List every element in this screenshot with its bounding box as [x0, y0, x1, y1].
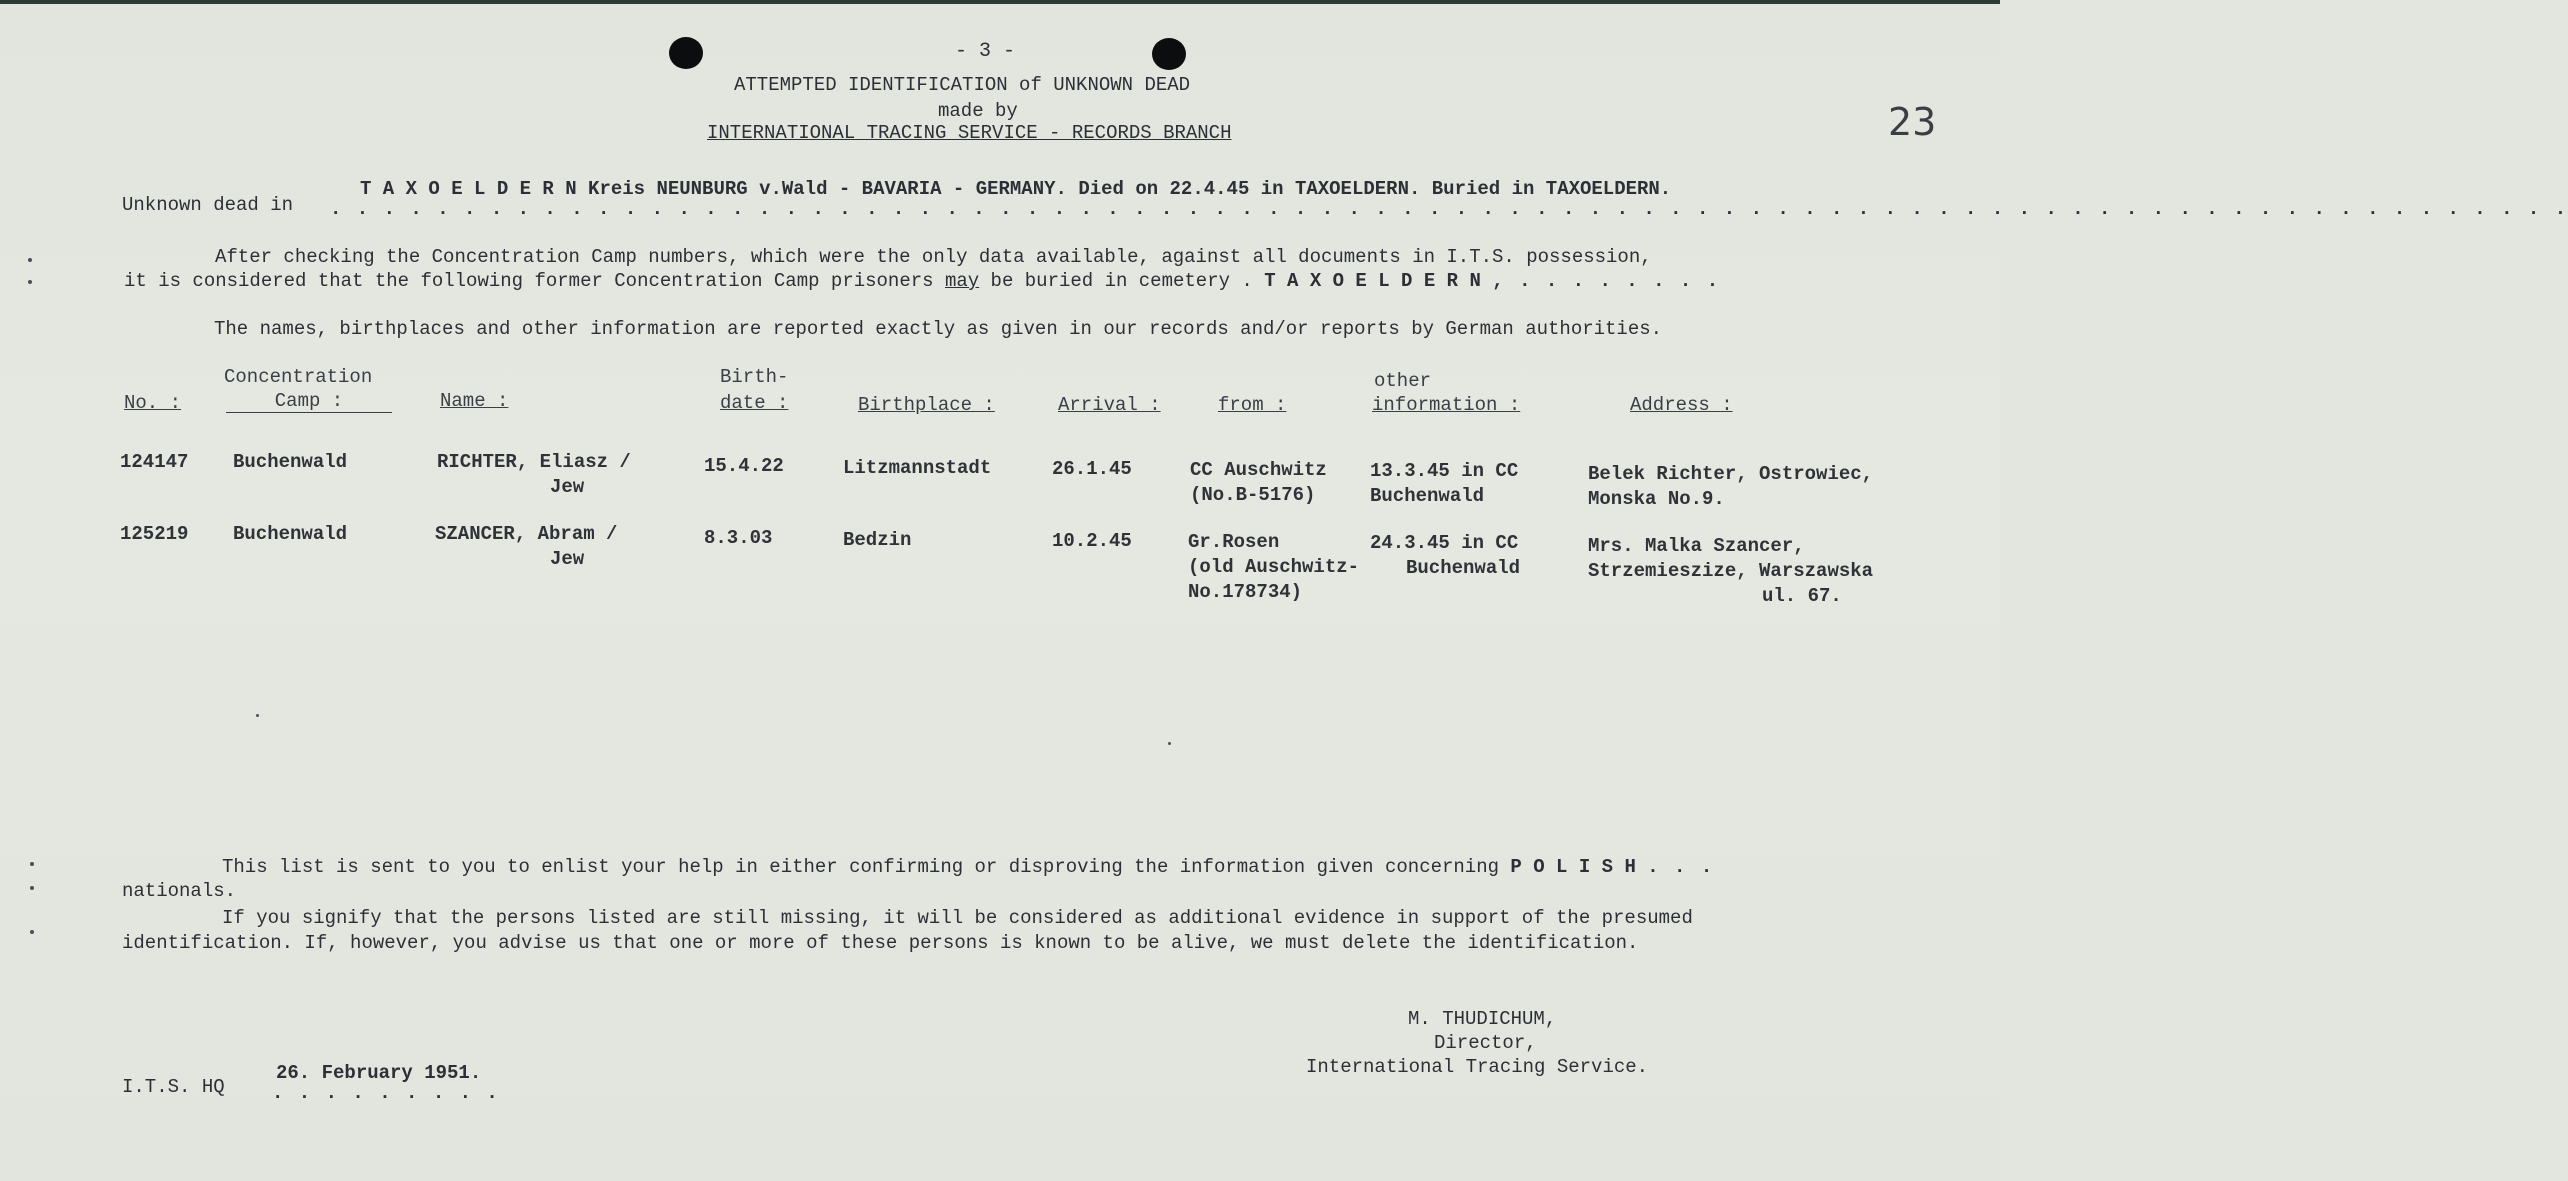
row-name: SZANCER, Abram /	[435, 523, 618, 545]
row-other-2: Buchenwald	[1370, 485, 1485, 507]
header-no: No. :	[124, 392, 182, 414]
footer-date-dots: . . . . . . . . .	[272, 1082, 500, 1104]
signatory-name: M. THUDICHUM,	[1408, 1008, 1557, 1030]
row-from-2: (old Auschwitz-	[1188, 556, 1360, 578]
row-address-1: Mrs. Malka Szancer,	[1588, 535, 1805, 557]
page-number: - 3 -	[954, 40, 1015, 63]
row-from-1: CC Auschwitz	[1190, 459, 1327, 481]
row-other-2: Buchenwald	[1406, 557, 1521, 579]
dotted-leader: . . . . . . . . . . . . . . . . . . . . . . . . . . . . . . . . . . . . . . . . . . . . . . . . . . . . . . . . . . . . . . . . . . . . . . . . . . . . . . . . . . . .	[330, 198, 2568, 220]
row-birthplace: Litzmannstadt	[843, 457, 992, 479]
row-other-1: 13.3.45 in CC	[1370, 460, 1519, 482]
row-no: 124147	[120, 451, 189, 473]
closing-line-1	[222, 856, 1714, 878]
closing-line-3: If you signify that the persons listed are still missing, it will be considered as additional evidence in support of the presumed	[222, 907, 1693, 929]
document-title: ATTEMPTED IDENTIFICATION of UNKNOWN DEAD	[734, 74, 1191, 96]
paragraph-1-line-1: After checking the Concentration Camp numbers, which were the only data available, against all documents in I.T.S. possession,	[215, 246, 1652, 268]
row-name: RICHTER, Eliasz /	[437, 451, 631, 473]
row-from-3: No.178734)	[1188, 581, 1303, 603]
row-address-2: Strzemieszize, Warszawska	[1588, 560, 1874, 582]
row-from-1: Gr.Rosen	[1188, 531, 1280, 553]
nationality-dots: . . .	[1647, 856, 1715, 878]
header-arrival: Arrival :	[1058, 394, 1161, 416]
row-address-2: Monska No.9.	[1588, 488, 1725, 510]
header-birthdate: date :	[720, 392, 789, 414]
paragraph-1-line-2	[124, 270, 1720, 292]
header-address: Address :	[1630, 394, 1733, 416]
sheet-number: 23	[1888, 100, 1937, 144]
closing-line-1-text: This list is sent to you to enlist your help in either confirming or disproving the information given concerning	[222, 856, 1500, 878]
header-other: information :	[1372, 394, 1521, 416]
header-name: Name :	[440, 390, 509, 412]
row-other-1: 24.3.45 in CC	[1370, 532, 1519, 554]
row-address-3: ul. 67.	[1762, 585, 1842, 607]
header-birthplace: Birthplace :	[858, 394, 995, 416]
scan-speck	[256, 714, 259, 717]
header-from: from :	[1218, 394, 1287, 416]
row-name-2: Jew	[550, 476, 585, 498]
may-emphasis: may	[944, 270, 980, 292]
organisation-name: INTERNATIONAL TRACING SERVICE - RECORDS BRANCH	[707, 122, 1232, 144]
punch-hole-right	[1152, 38, 1186, 70]
header-camp: Camp :	[226, 390, 392, 413]
header-birth-top: Birth-	[720, 366, 789, 388]
row-address-1: Belek Richter, Ostrowiec,	[1588, 463, 1874, 485]
scan-speck	[1168, 742, 1171, 745]
row-no: 125219	[120, 523, 189, 545]
row-birthplace: Bedzin	[843, 529, 912, 551]
row-birthdate: 8.3.03	[704, 527, 773, 549]
closing-line-2: nationals.	[122, 880, 237, 902]
row-from-2: (No.B-5176)	[1190, 484, 1316, 506]
row-arrival: 10.2.45	[1052, 530, 1132, 552]
margin-mark	[30, 886, 34, 890]
margin-mark	[28, 280, 32, 284]
row-arrival: 26.1.45	[1052, 458, 1132, 480]
cemetery-name: T A X O E L D E R N	[1264, 270, 1481, 292]
header-camp-top: Concentration	[224, 366, 373, 388]
punch-hole-left	[669, 37, 703, 69]
signatory-organisation: International Tracing Service.	[1306, 1056, 1649, 1078]
paragraph-1-line-2-end: be buried in cemetery .	[979, 270, 1253, 292]
footer-place: I.T.S. HQ	[122, 1076, 225, 1098]
margin-mark	[30, 862, 34, 866]
margin-mark	[30, 930, 34, 934]
paragraph-1-line-2-start: it is considered that the following former Concentration Camp prisoners	[124, 270, 945, 292]
cemetery-dots: , . . . . . . . .	[1492, 270, 1721, 292]
row-camp: Buchenwald	[233, 451, 348, 473]
unknown-dead-label: Unknown dead in	[122, 194, 294, 216]
paragraph-2: The names, birthplaces and other information are reported exactly as given in our records and/or reports by German authorities.	[214, 318, 1663, 340]
made-by: made by	[938, 100, 1018, 122]
closing-line-4: identification. If, however, you advise us that one or more of these persons is known to be alive, we must delete the identification.	[122, 932, 1639, 954]
header-other-top: other	[1374, 370, 1432, 392]
row-birthdate: 15.4.22	[704, 455, 784, 477]
scan-edge	[0, 0, 2000, 4]
nationality: P O L I S H	[1510, 856, 1636, 878]
footer-date: 26. February 1951.	[276, 1062, 482, 1084]
margin-mark	[28, 258, 32, 262]
location-line: T A X O E L D E R N Kreis NEUNBURG v.Wald - BAVARIA - GERMANY. Died on 22.4.45 in TAXOELDERN. Buried in TAXOELDERN.	[360, 178, 1672, 200]
row-camp: Buchenwald	[233, 523, 348, 545]
row-name-2: Jew	[550, 548, 585, 570]
signatory-title: Director,	[1434, 1032, 1537, 1054]
